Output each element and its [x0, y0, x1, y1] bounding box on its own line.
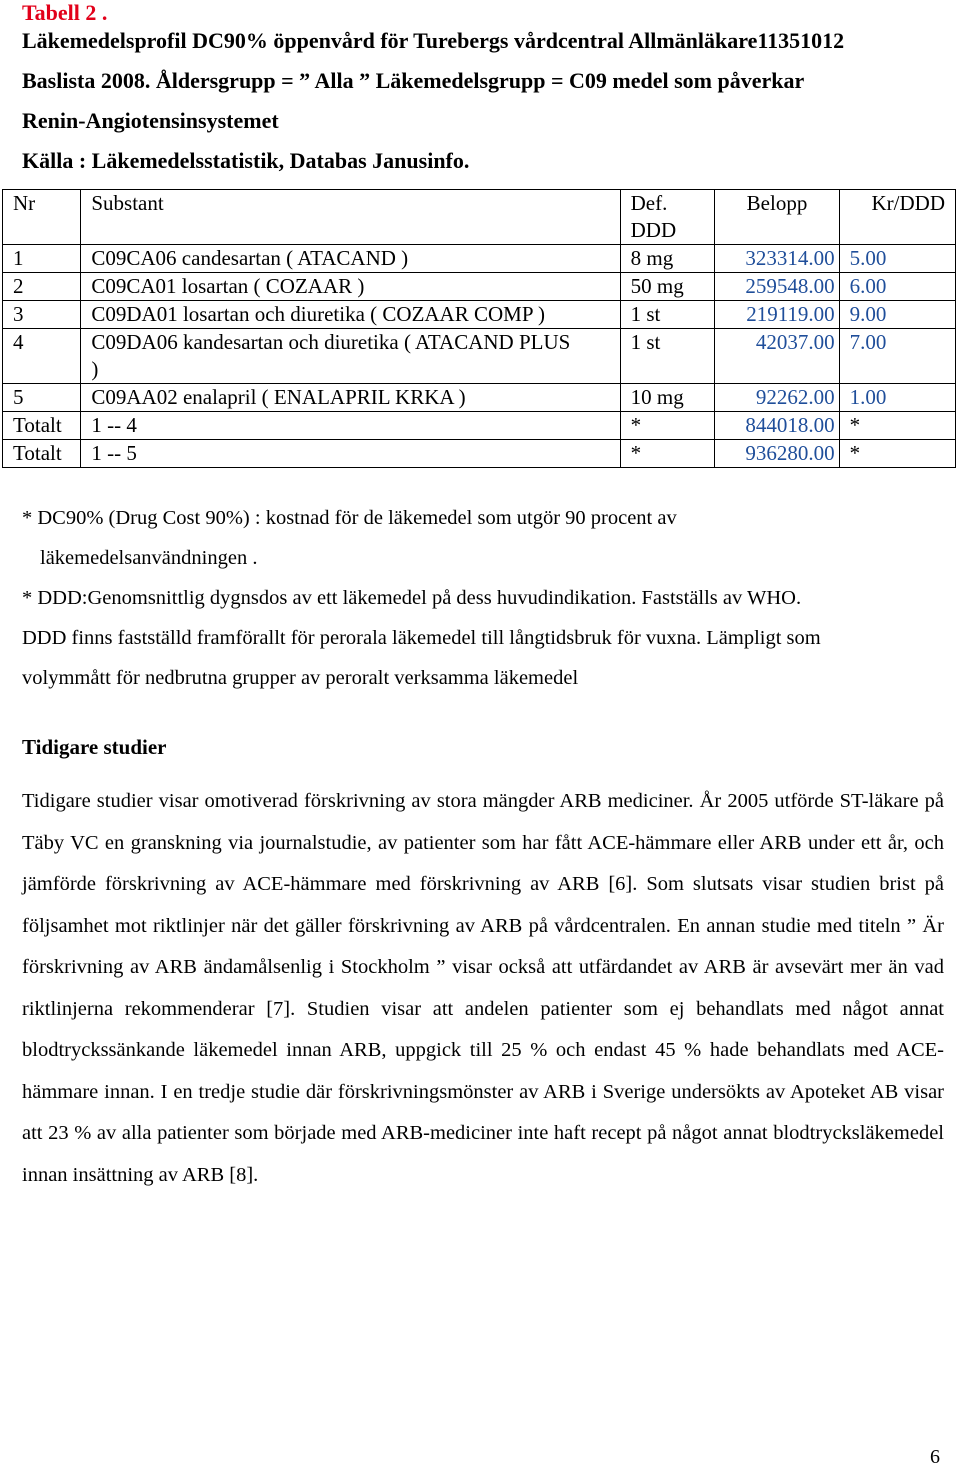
row-substance: 1 -- 5: [81, 440, 620, 468]
table-row: [3, 245, 956, 273]
row-amount: 42037.00: [715, 329, 839, 384]
note-ddd-line-2: DDD finns fastställd framförallt för perorala läkemedel till långtidsbruk för vuxna. Lämpligt som: [22, 627, 821, 649]
row-ddd: 50 mg: [620, 273, 715, 301]
row-substance: C09AA02 enalapril ( ENALAPRIL KRKA ): [81, 384, 620, 412]
row-ddd: 8 mg: [620, 245, 715, 273]
row-ddd: *: [620, 440, 715, 468]
header-nr: Nr: [3, 190, 81, 245]
table-label: Tabell 2 .: [22, 0, 108, 25]
row-substance: C09DA01 losartan och diuretika ( COZAAR COMP ): [81, 301, 620, 329]
row-ddd: 10 mg: [620, 384, 715, 412]
row-kr-ddd: 6.00: [839, 273, 955, 301]
note-dc90-line-1: * DC90% (Drug Cost 90%) : kostnad för de läkemedel som utgör 90 procent av: [22, 507, 677, 529]
row-ddd: *: [620, 412, 715, 440]
header-amount: Belopp: [715, 190, 839, 245]
page-number: 6: [930, 1446, 940, 1468]
header-kr-ddd: Kr/DDD: [839, 190, 955, 245]
row-nr: 1: [3, 245, 81, 273]
header-ddd: [620, 190, 715, 245]
section-heading: Tidigare studier: [22, 735, 167, 759]
note-ddd-line-1: * DDD:Genomsnittlig dygnsdos av ett läkemedel på dess huvudindikation. Fastställs av WHO.: [22, 587, 802, 609]
table-caption-line-3: Renin-Angiotensinsystemet: [22, 108, 279, 133]
section-body: Tidigare studier visar omotiverad förskrivning av stora mängder ARB mediciner. År 2005 utförde ST-läkare på Täby VC en granskning via journalstudie, av patienter som har fått ACE-hämmare eller ARB under ett år, och jämförde förskrivning av ACE-hämmare med förskrivning av ARB [6]. Som slutsats visar studien brist på följsamhet mot riktlinjer när det gäller förskrivning av ARB på vårdcentralen. En annan studie med titeln ” Är förskrivning av ARB ändamålsenlig i Stockholm ” visar också att utfärdandet av ARB är avsevärt mer än vad riktlinjerna rekommenderar [7]. Studien visar att andelen patienter som ej behandlats med något annat blodtryckssänkande läkemedel innan ARB, uppgick till 25 % och endast 45 % hade behandlats med ACE-hämmare innan. I en tredje studie där förskrivningsmönster av ARB i Sverige undersökts av Apoteket AB visar att 23 % av alla patienter som började med ARB-mediciner inte haft recept på något annat blodtrycksläkemedel innan insättning av ARB [8].: [22, 790, 944, 1186]
table-row: [3, 329, 956, 384]
row-ddd: 1 st: [620, 301, 715, 329]
table-row: [3, 301, 956, 329]
row-amount: 259548.00: [715, 273, 839, 301]
note-dc90-line-2: läkemedelsanvändningen .: [40, 547, 258, 569]
row-substance: C09CA06 candesartan ( ATACAND ): [81, 245, 620, 273]
row-substance: 1 -- 4: [81, 412, 620, 440]
row-kr-ddd: 9.00: [839, 301, 955, 329]
header-ddd-line-1: Def.: [630, 191, 668, 215]
row-amount: 92262.00: [715, 384, 839, 412]
row-kr-ddd: *: [839, 412, 955, 440]
note-ddd-line-3: volymmått för nedbrutna grupper av peroralt verksamma läkemedel: [22, 667, 579, 689]
row-nr: 2: [3, 273, 81, 301]
row-substance: C09DA06 kandesartan och diuretika ( ATACAND PLUS ): [81, 329, 620, 384]
row-ddd: 1 st: [620, 329, 715, 384]
table-row: [3, 412, 956, 440]
row-kr-ddd: *: [839, 440, 955, 468]
row-nr: 4: [3, 329, 81, 384]
drug-profile-table: [2, 189, 956, 468]
row-kr-ddd: 5.00: [839, 245, 955, 273]
row-kr-ddd: 7.00: [839, 329, 955, 384]
row-nr: 3: [3, 301, 81, 329]
header-substance: Substant: [81, 190, 620, 245]
row-amount: 219119.00: [715, 301, 839, 329]
header-ddd-line-2: DDD: [630, 218, 677, 242]
table-source: Källa : Läkemedelsstatistik, Databas Janusinfo.: [22, 148, 470, 173]
row-amount: 936280.00: [715, 440, 839, 468]
row-amount: 844018.00: [715, 412, 839, 440]
table-row: [3, 384, 956, 412]
row-nr: Totalt: [3, 440, 81, 468]
row-kr-ddd: 1.00: [839, 384, 955, 412]
row-nr: Totalt: [3, 412, 81, 440]
row-nr: 5: [3, 384, 81, 412]
row-amount: 323314.00: [715, 245, 839, 273]
table-caption-line-2: Baslista 2008. Åldersgrupp = ” Alla ” Läkemedelsgrupp = C09 medel som påverkar: [22, 68, 805, 93]
table-row: [3, 440, 956, 468]
row-substance: C09CA01 losartan ( COZAAR ): [81, 273, 620, 301]
table-header-row: [3, 190, 956, 245]
table-row: [3, 273, 956, 301]
table-caption-line-1: Läkemedelsprofil DC90% öppenvård för Turebergs vårdcentral Allmänläkare11351012: [22, 28, 845, 53]
